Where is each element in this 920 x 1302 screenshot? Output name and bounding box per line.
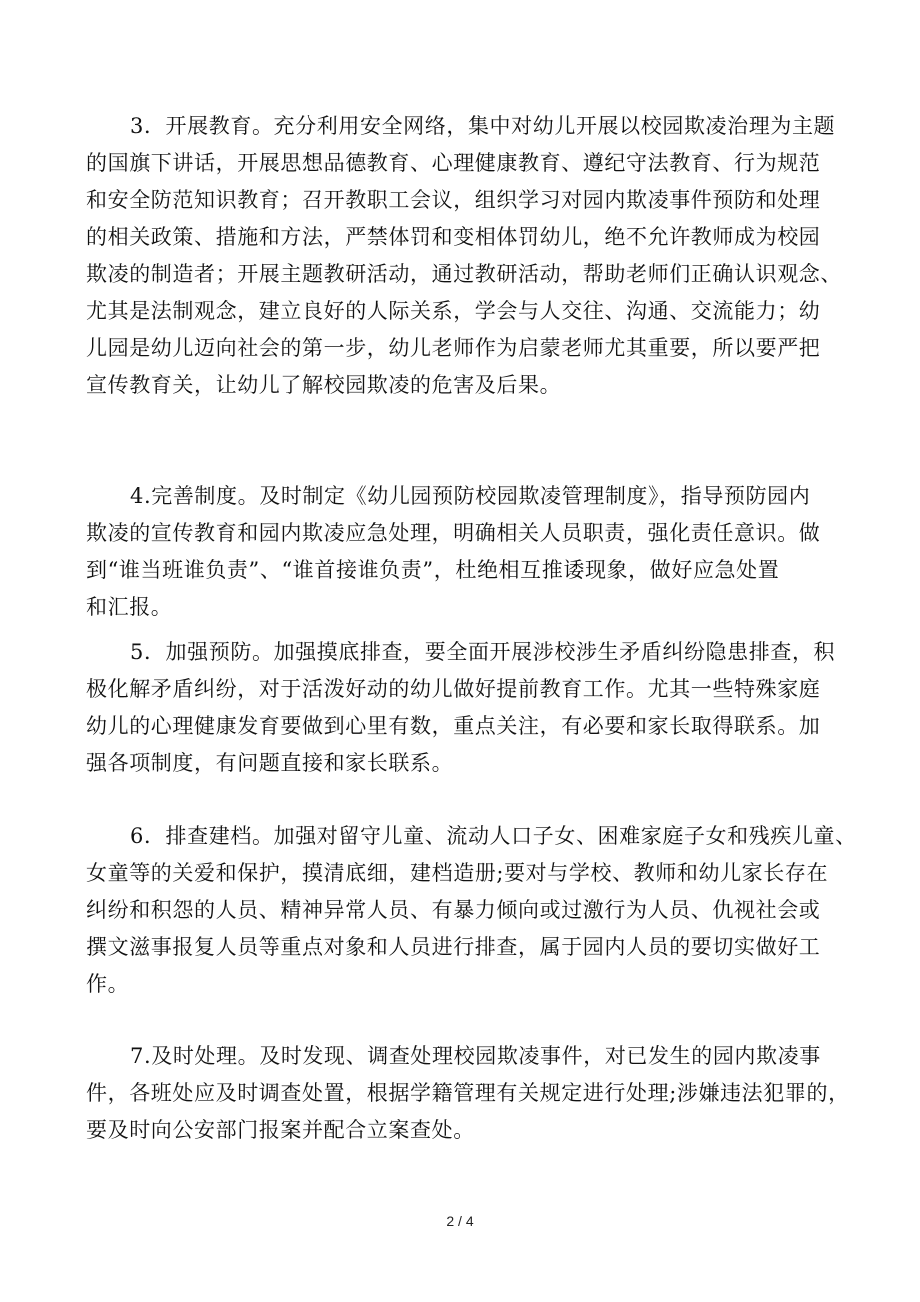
paragraph-4-system [86, 478, 846, 626]
paragraph-line: 4.完善制度。及时制定《幼儿园预防校园欺凌管理制度》，指导预防园内 [130, 484, 811, 508]
paragraph-line: 6．排查建档。加强对留守儿童、流动人口子女、困难家庭子女和残疾儿童、 [130, 824, 857, 848]
paragraph-line: 纠纷和积怨的人员、精神异常人员、有暴力倾向或过激行为人员、仇视社会或 [86, 898, 821, 922]
paragraph-line: 强各项制度，有问题直接和家长联系。 [86, 751, 454, 775]
paragraph-line: 3．开展教育。充分利用安全网络，集中对幼儿开展以校园欺凌治理为主题 [130, 114, 836, 138]
paragraph-line: 尤其是法制观念，建立良好的人际关系，学会与人交往、沟通、交流能力；幼 [86, 299, 821, 323]
paragraph-line: 宣传教育关，让幼儿了解校园欺凌的危害及后果。 [86, 373, 562, 397]
paragraph-line: 作。 [86, 972, 130, 996]
paragraph-line: 幼儿的心理健康发育要做到心里有数，重点关注，有必要和家长取得联系。加 [86, 714, 821, 738]
page-number: 2 / 4 [446, 1213, 474, 1229]
paragraph-line: 女童等的关爱和保护，摸清底细，建档造册;要对与学校、教师和幼儿家长存在 [86, 861, 829, 885]
paragraph-line: 极化解矛盾纠纷，对于活泼好动的幼儿做好提前教育工作。尤其一些特殊家庭 [86, 677, 821, 701]
paragraph-line: 撰文滋事报复人员等重点对象和人员进行排查，属于园内人员的要切实做好工 [86, 935, 821, 959]
paragraph-line: 欺凌的制造者；开展主题教研活动，通过教研活动，帮助老师们正确认识观念、 [86, 262, 842, 286]
paragraph-line: 的国旗下讲话，开展思想品德教育、心理健康教育、遵纪守法教育、行为规范 [86, 151, 821, 175]
paragraph-line: 要及时向公安部门报案并配合立案查处。 [86, 1118, 475, 1142]
paragraph-line: 5．加强预防。加强摸底排查，要全面开展涉校涉生矛盾纠纷隐患排查，积 [130, 640, 836, 664]
paragraph-line: 到“谁当班谁负责”、“谁首接谁负责”，杜绝相互推诿现象，做好应急处置 [86, 558, 780, 582]
paragraph-line: 和汇报。 [86, 595, 173, 619]
paragraph-line: 欺凌的宣传教育和园内欺凌应急处理，明确相关人员职责，强化责任意识。做 [86, 521, 821, 545]
paragraph-line: 儿园是幼儿迈向社会的第一步，幼儿老师作为启蒙老师尤其重要，所以要严把 [86, 336, 821, 360]
paragraph-6-investigation [86, 818, 857, 1003]
paragraph-line: 7.及时处理。及时发现、调查处理校园欺凌事件，对已发生的园内欺凌事 [130, 1044, 821, 1068]
paragraph-5-prevention [86, 634, 846, 782]
paragraph-7-handling [86, 1038, 850, 1149]
paragraph-line: 的相关政策、措施和方法，严禁体罚和变相体罚幼儿，绝不允许教师成为校园 [86, 225, 821, 249]
paragraph-line: 件，各班处应及时调查处置，根据学籍管理有关规定进行处理;涉嫌违法犯罪的， [86, 1081, 850, 1105]
paragraph-line: 和安全防范知识教育；召开教职工会议，组织学习对园内欺凌事件预防和处理 [86, 188, 821, 212]
paragraph-3-education [86, 108, 846, 404]
